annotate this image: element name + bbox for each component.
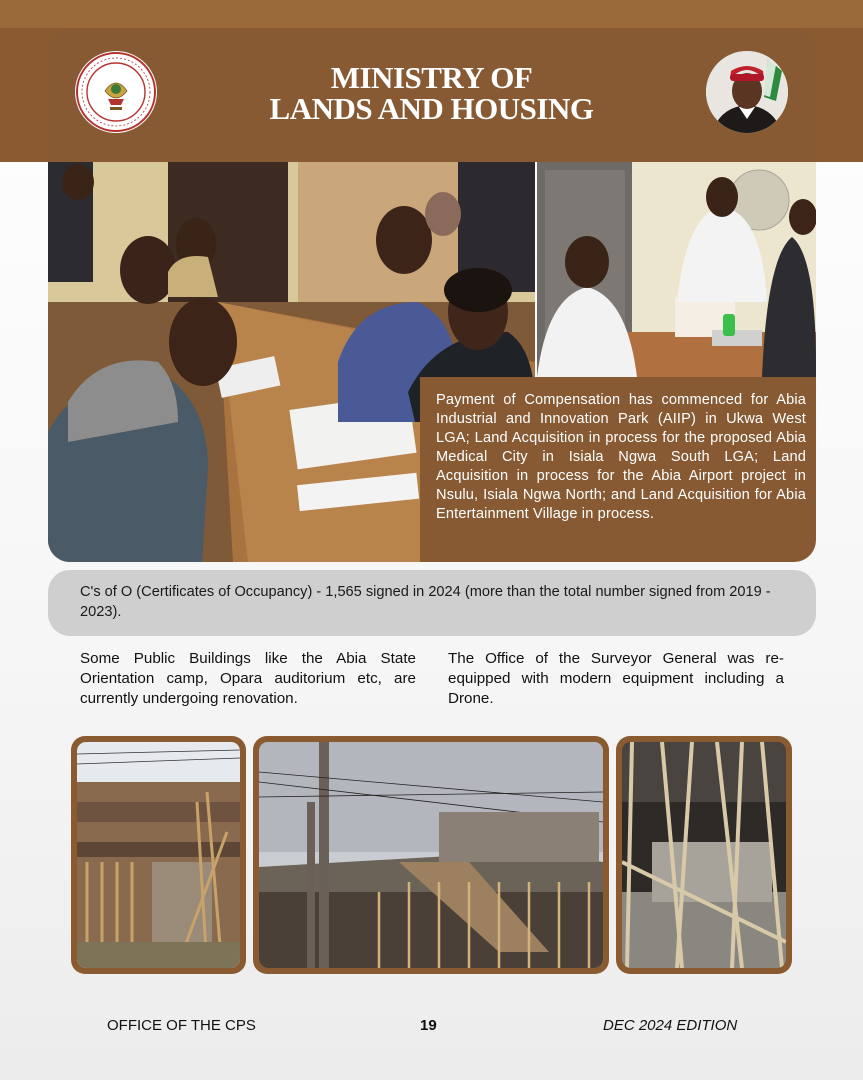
title-line-1: MINISTRY OF [330,60,533,95]
page-number: 19 [420,1017,437,1034]
equipment-photo [537,162,816,377]
surveyor-text: The Office of the Surveyor General was re-equipped with modern equipment including a Drone. [448,650,784,707]
footer-office: OFFICE OF THE CPS [107,1017,256,1034]
footer-edition: DEC 2024 EDITION [603,1017,738,1034]
compensation-info-text: Payment of Compensation has commenced for Abia Industrial and Innovation Park (AIIP) in Ukwa West LGA; Land Acquisition in process for the proposed Abia Medical City in Isiala Ngwa South LGA; Land Acquisition in process for the Abia Airport project in Nsulu, Isiala Ngwa North; and Land Acquisition for Abia Entertainment Village in process. [436,392,806,522]
construction-photo-1 [71,736,246,974]
government-seal-icon [75,51,157,133]
header-band-top [0,0,863,28]
cofo-text: C's of O (Certificates of Occupancy) - 1,565 signed in 2024 (more than the total number signed from 2019 - 2023). [80,584,771,620]
title-line-2: LANDS AND HOUSING [269,91,594,126]
renovation-text: Some Public Buildings like the Abia State Orientation camp, Opara auditorium etc, are currently undergoing renovation. [80,650,416,707]
construction-photo-2 [253,736,609,974]
governor-portrait-icon [706,51,788,133]
construction-photo-3 [616,736,792,974]
page-title [200,62,663,124]
